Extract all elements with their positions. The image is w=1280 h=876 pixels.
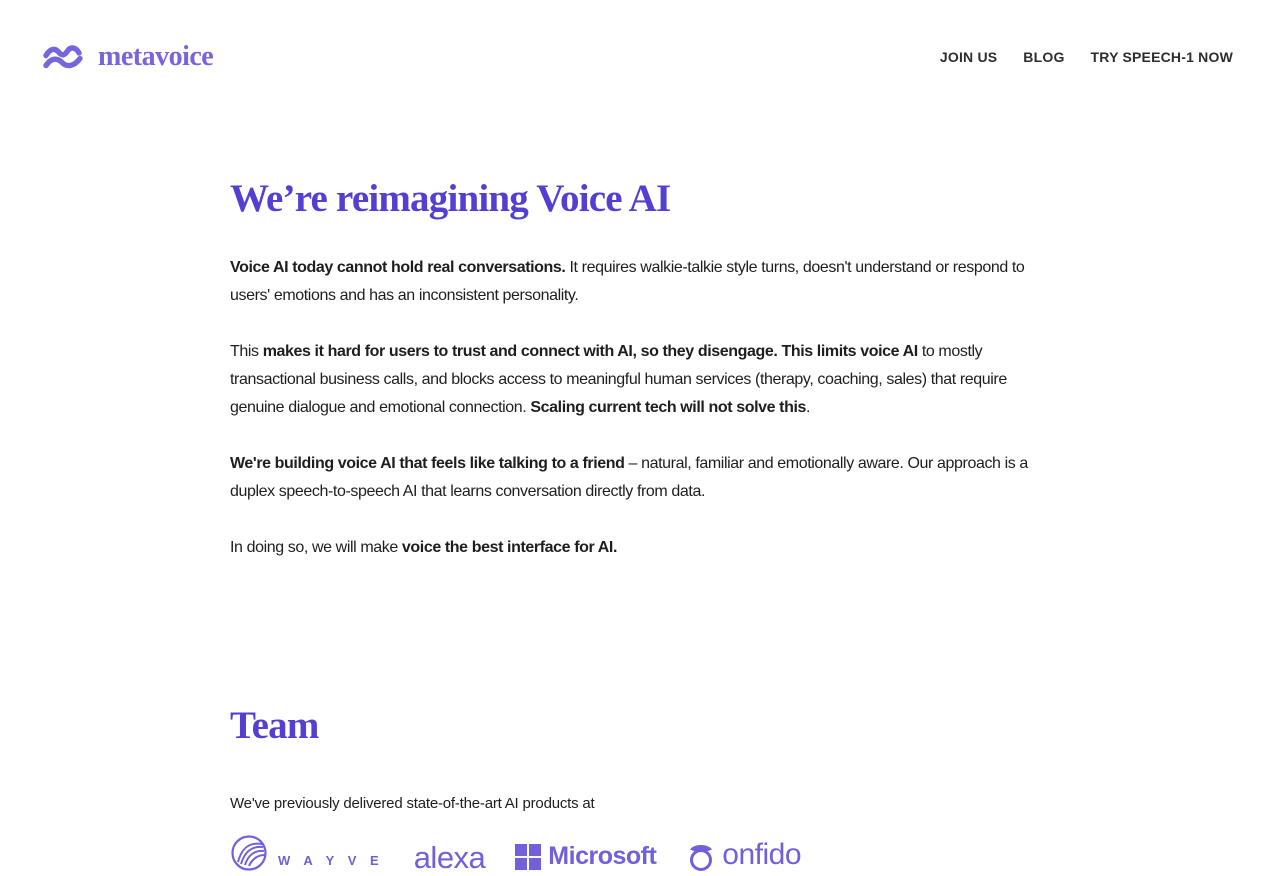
team-intro: We've previously delivered state-of-the-art AI products at bbox=[230, 795, 595, 812]
partner-logo-alexa bbox=[414, 834, 486, 876]
header bbox=[0, 0, 1280, 74]
microsoft-squares-icon bbox=[515, 844, 541, 870]
intro-paragraph-3: We're building voice AI that feels like talking to a friend – natural, familiar and emotionally aware. Our approach is a duplex speech-to-speech AI that learns conversation directly from data. bbox=[230, 455, 1028, 500]
intro-paragraph-1: Voice AI today cannot hold real conversations. It requires walkie-talkie style turns, doesn't understand or respond to users' emotions and has an inconsistent personality. bbox=[230, 259, 1025, 304]
partner-logos bbox=[230, 834, 1042, 876]
main-nav bbox=[940, 49, 1233, 65]
nav-link-try-speech-1[interactable]: TRY SPEECH-1 NOW bbox=[1090, 49, 1233, 65]
nav-link-join-us[interactable]: JOIN US bbox=[939, 49, 998, 65]
team-heading: Team bbox=[230, 704, 319, 747]
metavoice-wave-icon bbox=[43, 42, 89, 72]
page-title: We’re reimagining Voice AI bbox=[230, 177, 671, 220]
main-content bbox=[230, 175, 1042, 876]
partner-logo-microsoft bbox=[515, 842, 656, 871]
brand-wordmark: metavoice bbox=[98, 41, 214, 72]
metavoice-logo[interactable] bbox=[43, 41, 213, 73]
onfido-icon bbox=[686, 839, 716, 871]
intro-paragraph-4: In doing so, we will make voice the best interface for AI. bbox=[230, 539, 618, 556]
microsoft-wordmark: Microsoft bbox=[548, 842, 657, 870]
partner-logo-wayve bbox=[230, 834, 384, 872]
nav-link-blog[interactable]: BLOG bbox=[1023, 49, 1065, 65]
intro-paragraph-2: This makes it hard for users to trust and connect with AI, so they disengage. This limits voice AI to mostly transactional business calls, and blocks access to meaningful human services (therapy, coaching, sales) that require genuine dialogue and emotional connection. Scaling current tech will not solve this. bbox=[230, 343, 1007, 416]
onfido-wordmark: onfido bbox=[722, 838, 802, 871]
wayve-wordmark: W A Y V E bbox=[278, 852, 384, 868]
wayve-icon bbox=[230, 834, 268, 872]
partner-logo-onfido bbox=[686, 838, 801, 872]
alexa-wordmark: alexa bbox=[413, 840, 486, 875]
